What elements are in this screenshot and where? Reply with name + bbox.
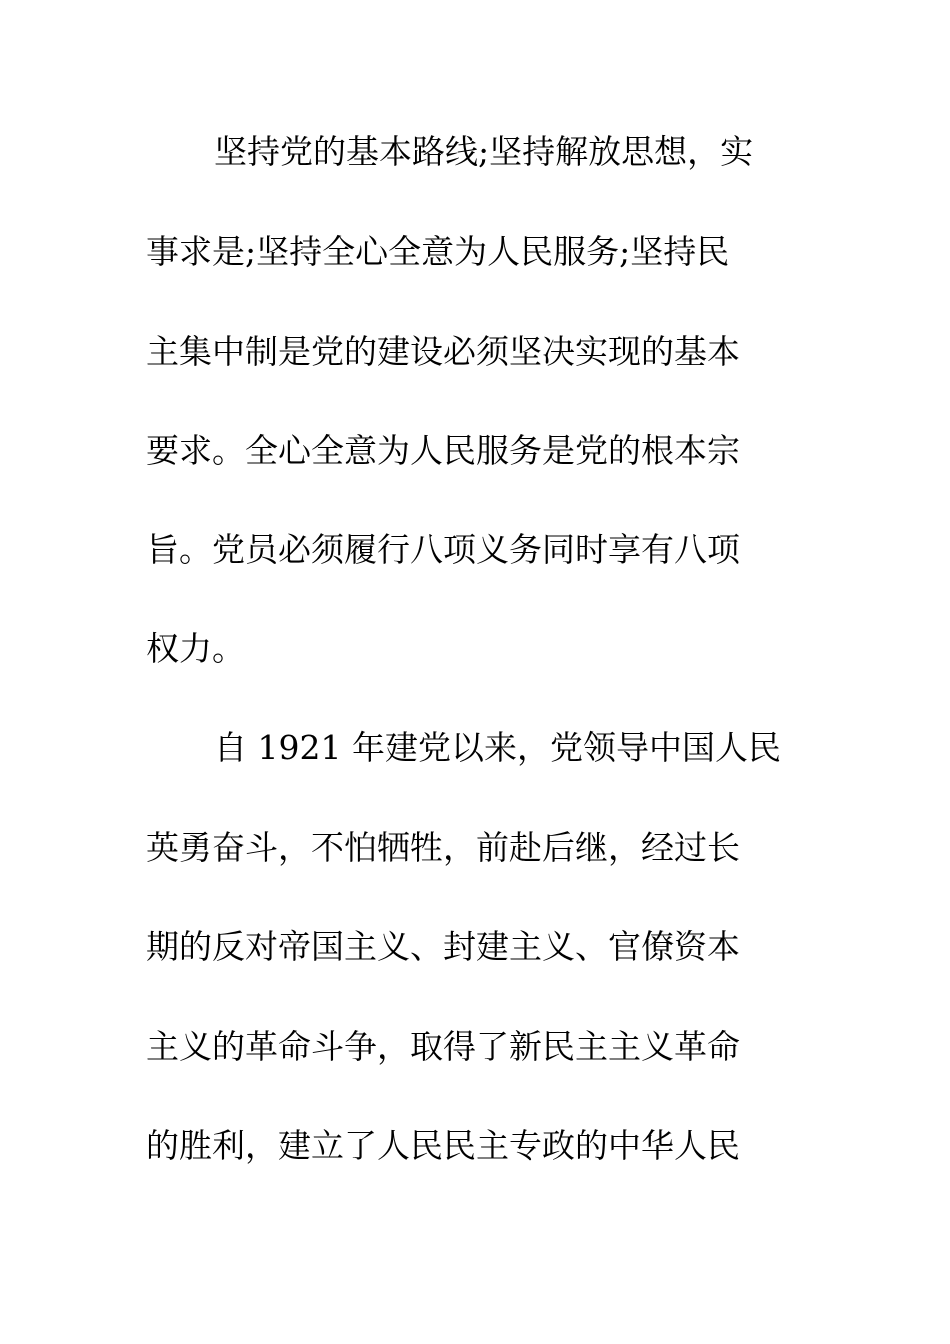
paragraph-2-line-3: 期的反对帝国主义、封建主义、官僚资本: [146, 927, 740, 966]
paragraph-1-line-5: 旨。党员必须履行八项义务同时享有八项: [146, 530, 740, 569]
paragraph-2-line-5: 的胜利，建立了人民民主专政的中华人民: [146, 1126, 740, 1165]
paragraph-2-line-4: 主义的革命斗争，取得了新民主主义革命: [146, 1027, 740, 1066]
paragraph-1-line-1: 坚持党的基本路线;坚持解放思想，实: [214, 132, 754, 171]
paragraph-2-line-1: 自 1921 年建党以来，党领导中国人民: [214, 728, 781, 767]
paragraph-1-line-3: 主集中制是党的建设必须坚决实现的基本: [146, 332, 740, 371]
paragraph-2-line-2: 英勇奋斗，不怕牺牲，前赴后继，经过长: [146, 828, 740, 867]
paragraph-1-line-2: 事求是;坚持全心全意为人民服务;坚持民: [146, 232, 730, 271]
paragraph-1-line-6: 权力。: [146, 629, 245, 668]
paragraph-1-line-4: 要求。全心全意为人民服务是党的根本宗: [146, 431, 740, 470]
